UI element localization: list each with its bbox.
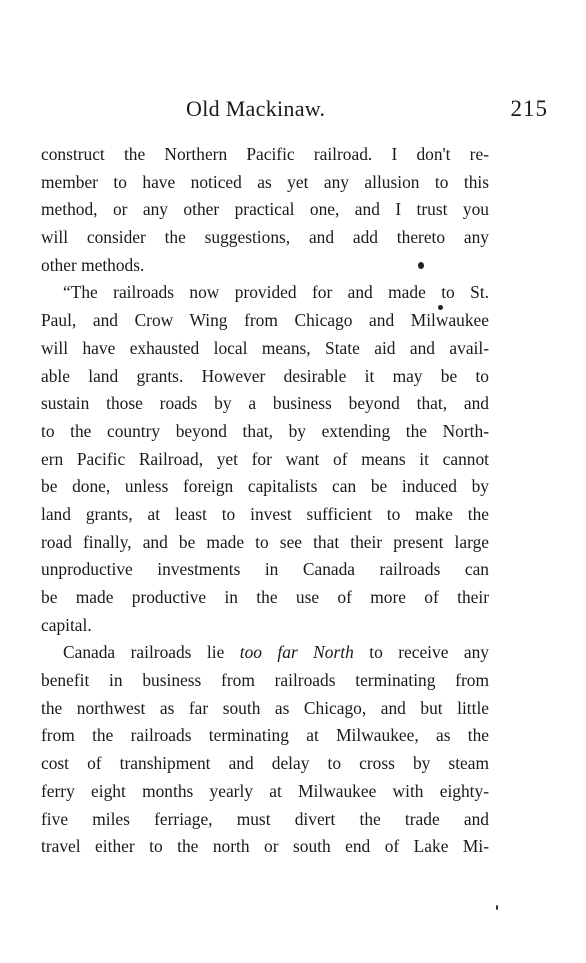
text-line: ferry eight months yearly at Milwaukee with eighty- (41, 780, 489, 801)
text-line: road finally, and be made to see that their present large (41, 531, 489, 552)
ink-speck (496, 905, 498, 910)
text-line: method, or any other practical one, and I trust you (41, 199, 489, 220)
text-line: “The railroads now provided for and made to St. (63, 282, 489, 303)
page-number: 215 (510, 96, 548, 121)
text-line: unproductive investments in Canada railroads can (41, 559, 489, 580)
text-line: travel either to the north or south end of Lake Mi- (41, 836, 489, 857)
body-text (41, 141, 489, 861)
ink-speck (418, 262, 424, 269)
running-head (40, 96, 548, 126)
text-line: other methods. (41, 254, 145, 275)
text-line: be made productive in the use of more of their (41, 587, 489, 607)
text-line: to the country beyond that, by extending the North- (41, 420, 489, 441)
text-line: member to have noticed as yet any allusion to this (41, 171, 489, 192)
text-line: capital. (41, 614, 92, 635)
text-line: ern Pacific Railroad, yet for want of means it cannot (41, 448, 489, 469)
text-line: cost of transhipment and delay to cross by steam (41, 753, 489, 774)
text-line: be done, unless foreign capitalists can be induced by (41, 476, 489, 497)
text-run: Canada railroads lie (63, 642, 240, 663)
text-line: land grants, at least to invest sufficient to make the (41, 503, 489, 524)
text-line: Paul, and Crow Wing from Chicago and Milwaukee (41, 310, 489, 331)
ink-speck (438, 305, 443, 310)
italic-phrase: too far North (239, 642, 354, 663)
text-line: will have exhausted local means, State aid and avail- (41, 337, 489, 358)
text-run: to receive any (353, 642, 489, 663)
text-line: construct the Northern Pacific railroad. I don't re- (41, 144, 489, 164)
text-line: able land grants. However desirable it may be to (41, 365, 489, 386)
text-line: sustain those roads by a business beyond that, and (41, 393, 489, 414)
text-line: benefit in business from railroads terminating from (41, 670, 489, 691)
running-title: Old Mackinaw. (186, 96, 326, 121)
text-line: five miles ferriage, must divert the trade and (41, 808, 489, 829)
text-line: the northwest as far south as Chicago, and but little (41, 697, 489, 718)
text-line: from the railroads terminating at Milwaukee, as the (41, 725, 489, 746)
text-line: will consider the suggestions, and add thereto any (41, 227, 489, 248)
text-line-with-italic (41, 639, 489, 667)
